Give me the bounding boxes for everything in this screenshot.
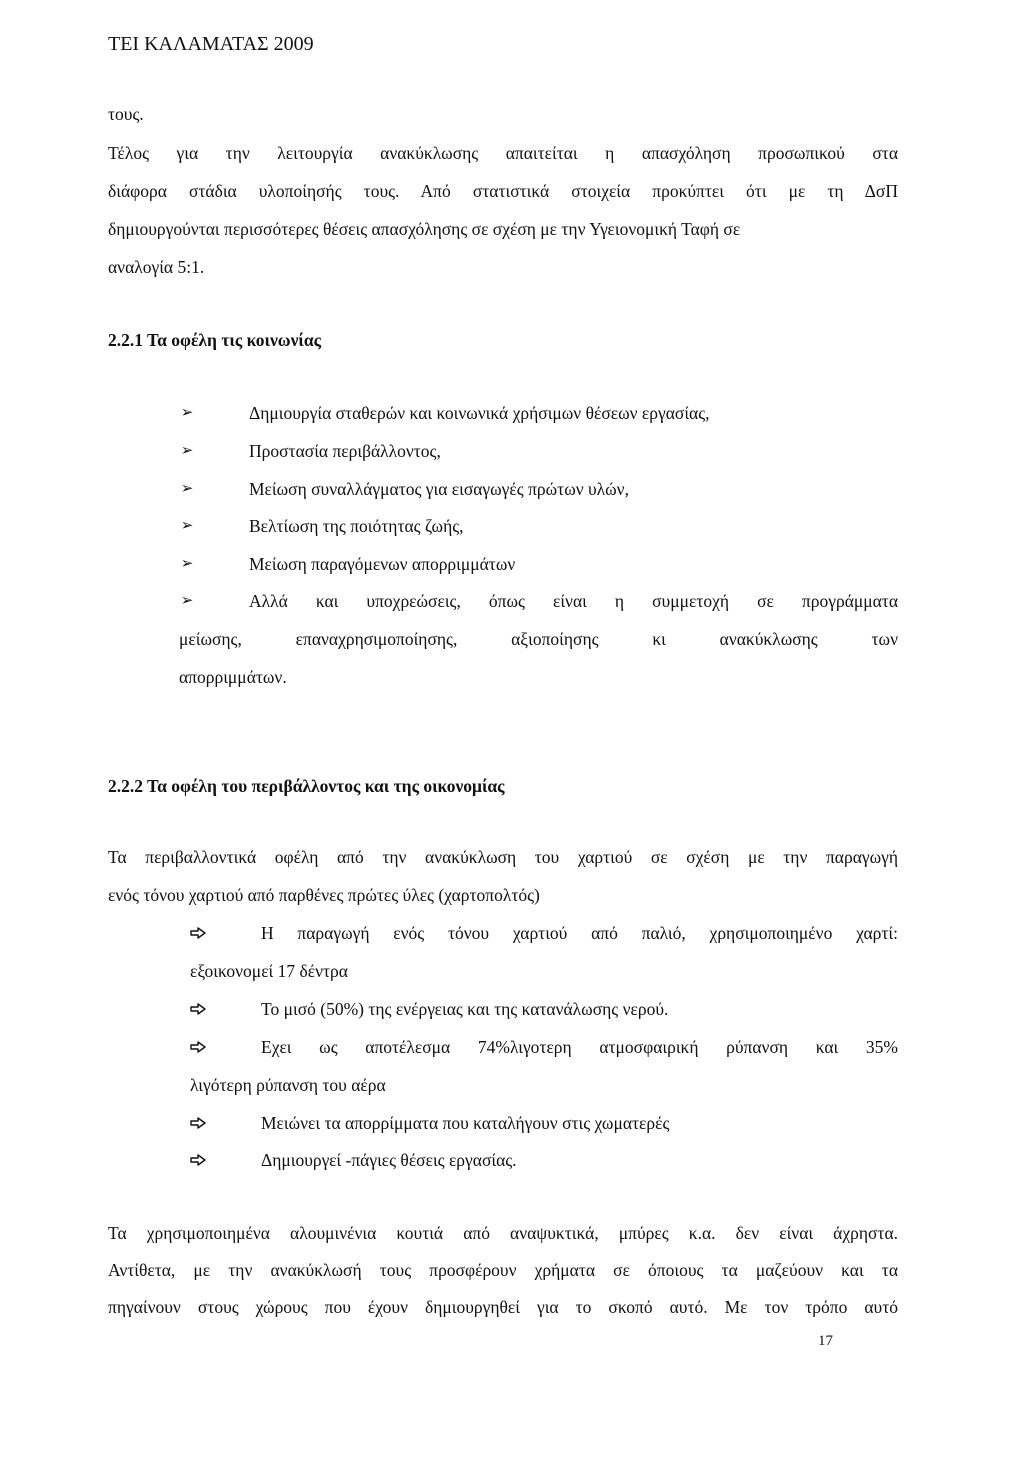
arrowhead-bullet-icon: ➢ [180, 405, 194, 421]
intro-line: Τέλος για την λειτουργία ανακύκλωσης απαιτείται η απασχόληση προσωπικού στα [108, 143, 898, 163]
arrowhead-bullet-icon: ➢ [180, 593, 194, 609]
bullet-item: Βελτίωση της ποιότητας ζωής, [249, 516, 464, 536]
bullet-continuation: μείωσης, επαναχρησιμοποίησης, αξιοποίησης κι ανακύκλωσης των [179, 629, 898, 649]
arrowhead-bullet-icon: ➢ [180, 481, 194, 497]
body-line: πηγαίνουν στους χώρους που έχουν δημιουργηθεί για το σκοπό αυτό. Με τον τρόπο αυτό [108, 1297, 898, 1317]
running-header: ΤΕΙ ΚΑΛΑΜΑΤΑΣ 2009 [108, 33, 314, 55]
outlined-right-arrow-icon [190, 1149, 206, 1171]
arrowhead-bullet-icon: ➢ [180, 518, 194, 534]
arrow-continuation: εξοικονομεί 17 δέντρα [190, 961, 348, 981]
intro-line: δημιουργούνται περισσότερες θέσεις απασχόλησης σε σχέση με την Υγειονομική Ταφή σε [108, 219, 741, 239]
arrow-item: Εχει ως αποτέλεσμα 74%λιγοτερη ατμοσφαιρική ρύπανση και 35% [261, 1037, 898, 1057]
bullet-item: Δημιουργία σταθερών και κοινωνικά χρήσιμων θέσεων εργασίας, [249, 403, 710, 423]
bullet-item: Αλλά και υποχρεώσεις, όπως είναι η συμμετοχή σε προγράμματα [249, 591, 898, 611]
outlined-right-arrow-icon [190, 1112, 206, 1134]
outlined-right-arrow-icon [190, 1036, 206, 1058]
section-heading-social-benefits: 2.2.1 Τα οφέλη τις κοινωνίας [108, 330, 321, 350]
bullet-item: Προστασία περιβάλλοντος, [249, 441, 441, 461]
bullet-item: Μείωση παραγόμενων απορριμμάτων [249, 554, 516, 574]
arrow-continuation: λιγότερη ρύπανση του αέρα [190, 1075, 386, 1095]
arrow-item: Μειώνει τα απορρίμματα που καταλήγουν στις χωματερές [261, 1113, 670, 1133]
outlined-right-arrow-icon [190, 922, 206, 944]
body-line: Τα χρησιμοποιημένα αλουμινένια κουτιά από αναψυκτικά, μπύρες κ.α. δεν είναι άχρηστα. [108, 1223, 898, 1243]
intro-line: διάφορα στάδια υλοποίησής τους. Από στατιστικά στοιχεία προκύπτει ότι με τη ΔσΠ [108, 181, 898, 201]
body-line: Αντίθετα, με την ανακύκλωσή τους προσφέρουν χρήματα σε όποιους τα μαζεύουν και τα [108, 1260, 898, 1280]
bullet-item: Μείωση συναλλάγματος για εισαγωγές πρώτων υλών, [249, 479, 629, 499]
intro-line: τους. [108, 104, 144, 124]
arrowhead-bullet-icon: ➢ [180, 556, 194, 572]
section-heading-environment-economy: 2.2.2 Τα οφέλη του περιβάλλοντος και της οικονομίας [108, 776, 505, 796]
body-line: ενός τόνου χαρτιού από παρθένες πρώτες ύλες (χαρτοπολτός) [108, 885, 540, 905]
arrow-item: Το μισό (50%) της ενέργειας και της κατανάλωσης νερού. [261, 999, 669, 1019]
page-number: 17 [818, 1333, 833, 1349]
arrow-item: Η παραγωγή ενός τόνου χαρτιού από παλιό, χρησιμοποιημένο χαρτί: [261, 923, 898, 943]
intro-line: αναλογία 5:1. [108, 257, 205, 277]
bullet-continuation: απορριμμάτων. [179, 667, 287, 687]
body-line: Τα περιβαλλοντικά οφέλη από την ανακύκλωση του χαρτιού σε σχέση με την παραγωγή [108, 847, 898, 867]
outlined-right-arrow-icon [190, 998, 206, 1020]
arrowhead-bullet-icon: ➢ [180, 443, 194, 459]
arrow-item: Δημιουργεί -πάγιες θέσεις εργασίας. [261, 1150, 517, 1170]
